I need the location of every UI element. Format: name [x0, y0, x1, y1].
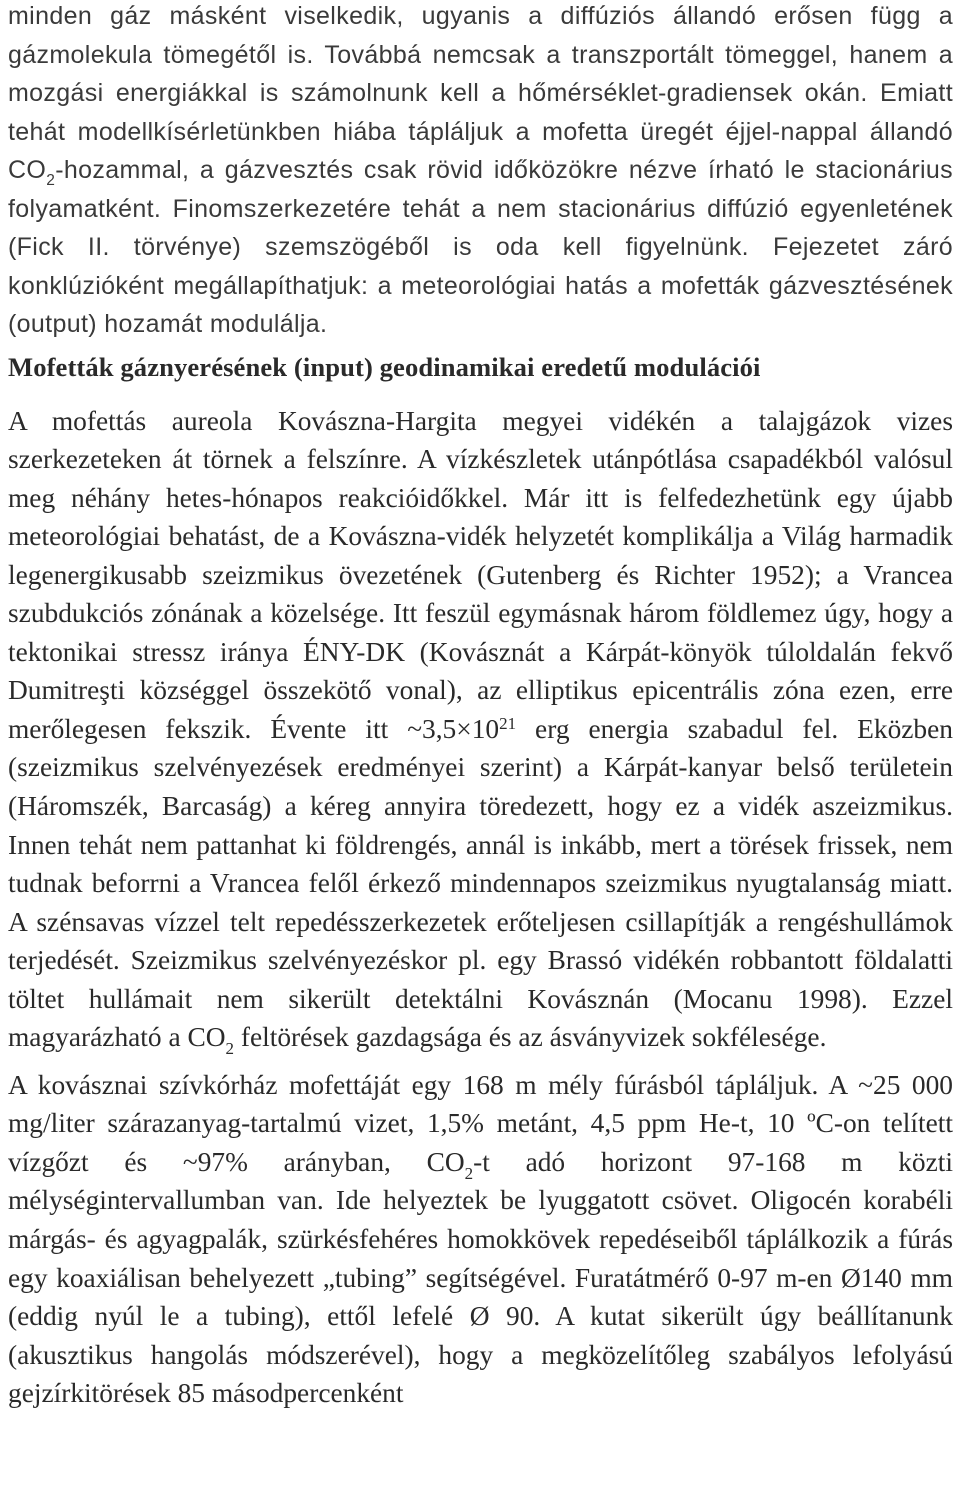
- paragraph-borehole: [8, 1066, 953, 1413]
- paragraph-text: feltörések gazdagsága és az ásványvizek sokfélesége.: [234, 1022, 827, 1053]
- paragraph-diffusion: [8, 0, 953, 344]
- subscript: 2: [225, 1038, 234, 1058]
- paragraph-text: -t adó horizont 97-168 m közti mélységintervallumban van. Ide helyeztek be lyuggatott csövet. Oligocén korabéli márgás- és agyagpalák, szürkésfehéres homokkövek repedéseiből táplálkozik a fúrás egy koaxiálisan behelyezett „tubing” segítségével. Furatátmérő 0-97 m-en Ø140 mm (eddig nyúl le a tubing), ettől lefelé Ø 90. A kutat sikerült úgy beállítanunk (akusztikus hangolás módszerével), hogy a megközelítőleg szabályos lefolyású gejzírkitörések 85 másodpercenként: [8, 1146, 953, 1409]
- paragraph-text: minden gáz másként viselkedik, ugyanis a diffúziós állandó erősen függ a gázmolekula tömegétől is. Továbbá nemcsak a transzportált tömeggel, hanem a mozgási energiákkal is számolnunk kell a hőmérséklet-gradiensek okán. Emiatt tehát modellkísérletünkben hiába tápláljuk a mofetta üregét éjjel-nappal állandó CO: [8, 2, 953, 184]
- paragraph-text: -hozammal, a gázvesztés csak rövid időközökre nézve írható le stacionárius folyamatként. Finomszerkezetére tehát a nem stacionárius diffúzió egyenletének (Fick II. törvénye) szemszögéből is oda kell figyelnünk. Fejezetet záró konklúzióként megállapíthatjuk: a meteorológiai hatás a mofetták gázvesztésének (output) hozamát modulálja.: [8, 156, 953, 338]
- paragraph-text: erg energia szabadul fel. Eközben (szeizmikus szelvényezések eredményei szerint) a Kárpát-kanyar belső területein (Háromszék, Barcaság) a kéreg annyira töredezett, hogy ez a vidék aszeizmikus. Innen tehát nem pattanhat ki földrengés, annál is inkább, mert a törések frissek, nem tudnak beforrni a Vrancea felől érkező mindennapos szeizmikus nyugtalanság miatt. A szénsavas vízzel telt repedésszerkezetek erőteljesen csillapítják a rengéshullámok terjedését. Szeizmikus szelvényezéskor pl. egy Brassó vidékén robbantott földalatti töltet hullámait nem sikerült detektálni Kovásznán (Mocanu 1998). Ezzel magyarázható a CO: [8, 713, 953, 1053]
- document-page: [8, 0, 953, 1413]
- paragraph-geodynamics: [8, 402, 953, 1057]
- subscript: 2: [46, 171, 56, 189]
- superscript: 21: [499, 713, 517, 733]
- paragraph-text: A kovásznai szívkórház mofettáját egy 168 m mély fúrásból tápláljuk. A ~25 000 mg/liter szárazanyag-tartalmú vizet, 1,5% metánt, 4,5 ppm He-t, 10 ºC-on telített vízgőzt és ~97% arányban, CO: [8, 1069, 953, 1177]
- paragraph-text: A mofettás aureola Kovászna-Hargita megyei vidékén a talajgázok vizes szerkezeteken át törnek a felszínre. A vízkészletek utánpótlása csapadékból valósul meg néhány hetes-hónapos reakcióidőkkel. Már itt is felfedezhetünk egy újabb meteorológiai behatást, de a Kovászna-vidék helyzetét komplikálja a Világ harmadik legenergikusabb szeizmikus övezetének (Gutenberg és Richter 1952); a Vrancea szubdukciós zónának a közelsége. Itt feszül egymásnak három földlemez úgy, hogy a tektonikai stressz iránya ÉNY-DK (Kovásznát a Kárpát-könyök túloldalán fekvő Dumitreşti községgel összekötő vonal), az elliptikus epicentrális zóna ezen, erre merőlegesen fekszik. Évente itt ~3,5×10: [8, 405, 953, 744]
- section-heading: Mofetták gáznyerésének (input) geodinamikai eredetű modulációi: [8, 351, 761, 382]
- subscript: 2: [464, 1163, 474, 1183]
